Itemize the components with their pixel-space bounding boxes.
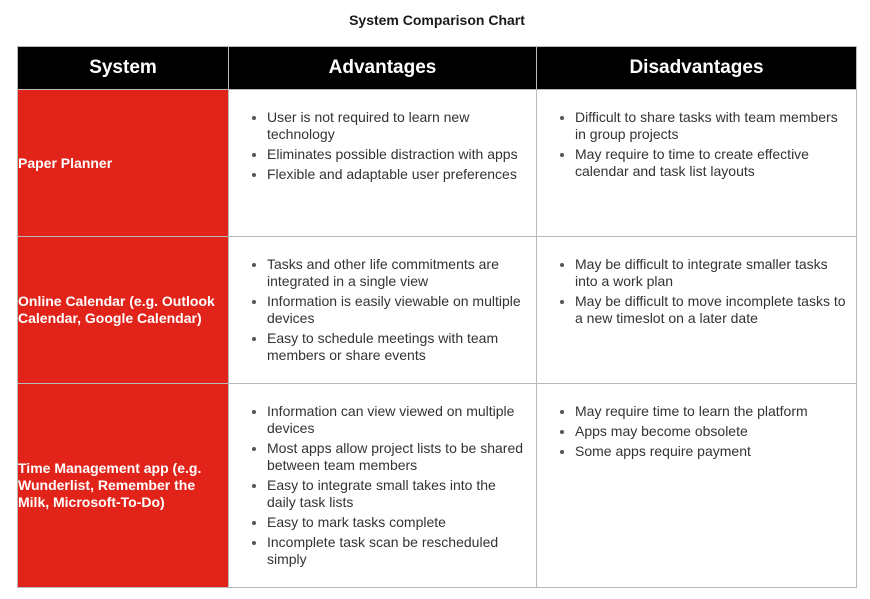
list-item: • Tasks and other life commitments are integrated in a single view — [267, 256, 526, 290]
list-item: • User is not required to learn new technology — [267, 109, 526, 143]
system-name: Time Management app (e.g. Wunderlist, Remember the Milk, Microsoft-To-Do) — [18, 384, 229, 588]
table-row — [18, 90, 857, 237]
list-item: • Easy to mark tasks complete — [267, 514, 526, 531]
list-item: • Information is easily viewable on multiple devices — [267, 293, 526, 327]
list-item: • Most apps allow project lists to be shared between team members — [267, 440, 526, 474]
advantages-cell — [229, 384, 537, 588]
advantages-cell — [229, 90, 537, 237]
disadvantages-cell — [537, 90, 857, 237]
advantages-list — [229, 384, 536, 568]
list-item: • May be difficult to move incomplete tasks to a new timeslot on a later date — [575, 293, 846, 327]
list-item: • May require to time to create effective calendar and task list layouts — [575, 146, 846, 180]
system-name: Online Calendar (e.g. Outlook Calendar, Google Calendar) — [18, 237, 229, 384]
table-row — [18, 384, 857, 588]
table-row — [18, 237, 857, 384]
header-disadvantages: Disadvantages — [537, 47, 857, 90]
list-item: • Difficult to share tasks with team members in group projects — [575, 109, 846, 143]
list-item: • Easy to schedule meetings with team members or share events — [267, 330, 526, 364]
list-item: • Easy to integrate small takes into the daily task lists — [267, 477, 526, 511]
disadvantages-list — [537, 237, 856, 327]
system-name: Paper Planner — [18, 90, 229, 237]
list-item: • May require time to learn the platform — [575, 403, 846, 420]
disadvantages-cell — [537, 237, 857, 384]
header-advantages: Advantages — [229, 47, 537, 90]
advantages-list — [229, 237, 536, 364]
comparison-table — [17, 46, 857, 588]
header-system: System — [18, 47, 229, 90]
list-item: • Apps may become obsolete — [575, 423, 846, 440]
list-item: • Eliminates possible distraction with apps — [267, 146, 526, 163]
list-item: • Information can view viewed on multiple devices — [267, 403, 526, 437]
list-item: • Flexible and adaptable user preferences — [267, 166, 526, 183]
disadvantages-list — [537, 90, 856, 180]
chart-title: System Comparison Chart — [349, 12, 525, 28]
advantages-list — [229, 90, 536, 183]
disadvantages-cell — [537, 384, 857, 588]
list-item: • Incomplete task scan be rescheduled simply — [267, 534, 526, 568]
list-item: • Some apps require payment — [575, 443, 846, 460]
list-item: • May be difficult to integrate smaller tasks into a work plan — [575, 256, 846, 290]
disadvantages-list — [537, 384, 856, 460]
header-row — [18, 47, 857, 90]
advantages-cell — [229, 237, 537, 384]
